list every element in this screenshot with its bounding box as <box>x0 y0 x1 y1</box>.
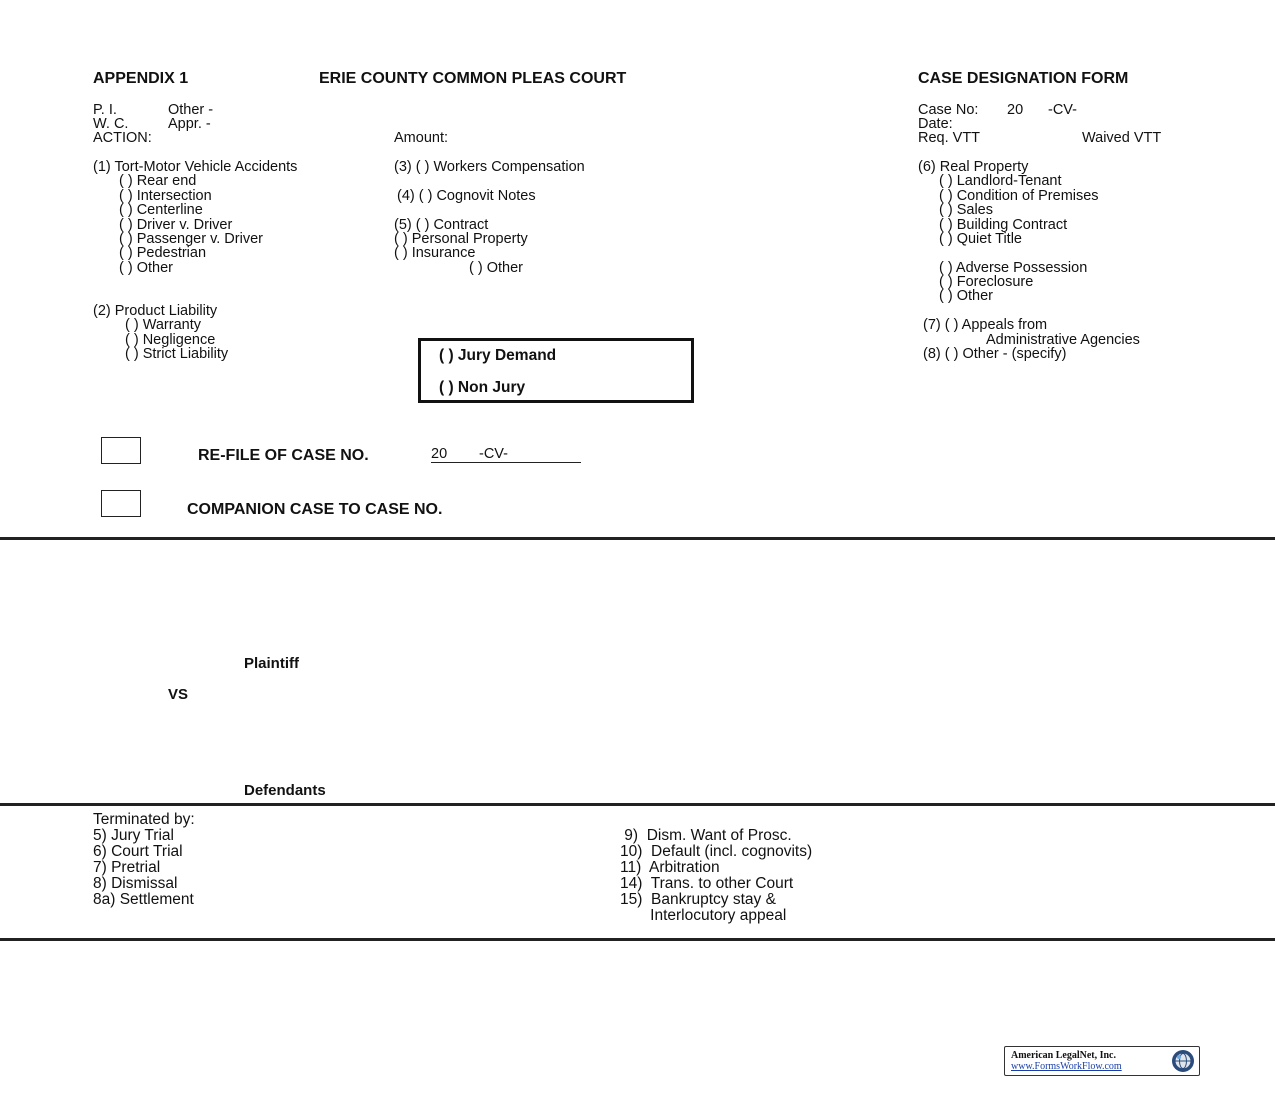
cat1-item[interactable]: ( ) Pedestrian <box>119 245 207 261</box>
cat6-item[interactable]: ( ) Adverse Possession <box>939 260 1088 276</box>
refile-cv: -CV- <box>479 447 581 463</box>
refile-year: 20 <box>431 447 479 463</box>
divider <box>0 803 1275 806</box>
cat1-item[interactable]: ( ) Rear end <box>119 173 197 189</box>
cat2-item[interactable]: ( ) Warranty <box>125 317 201 333</box>
plaintiff-label: Plaintiff <box>244 655 299 672</box>
cat6-item[interactable]: ( ) Quiet Title <box>939 231 1022 247</box>
jury-demand-option[interactable]: ( ) Jury Demand <box>439 347 557 364</box>
termination-option: 7) Pretrial <box>93 859 161 876</box>
cat5-heading[interactable]: (5) ( ) Contract <box>394 217 489 233</box>
cat5-item[interactable]: ( ) Insurance <box>394 245 476 261</box>
appr-label: Appr. - <box>168 116 211 132</box>
case-no-year: 20 <box>1007 102 1024 118</box>
cat7-continuation: Administrative Agencies <box>986 332 1140 348</box>
jury-selection-box <box>418 338 694 403</box>
termination-option: 5) Jury Trial <box>93 827 174 844</box>
cat5-item[interactable]: ( ) Personal Property <box>394 231 528 247</box>
defendants-label: Defendants <box>244 782 326 799</box>
date-label: Date: <box>918 116 953 132</box>
cat8-heading[interactable]: (8) ( ) Other - (specify) <box>923 346 1067 362</box>
cat2-heading: (2) Product Liability <box>93 303 218 319</box>
req-vtt-label: Req. VTT <box>918 130 981 146</box>
cat1-heading: (1) Tort-Motor Vehicle Accidents <box>93 159 298 175</box>
pi-label: P. I. <box>93 102 117 118</box>
waived-vtt-label: Waived VTT <box>1082 130 1162 146</box>
amount-label: Amount: <box>394 130 448 146</box>
vs-label: VS <box>168 686 189 703</box>
companion-label: COMPANION CASE TO CASE NO. <box>187 501 443 518</box>
cat6-item[interactable]: ( ) Other <box>939 288 993 304</box>
cat5-other[interactable]: ( ) Other <box>469 260 523 276</box>
refile-case-number[interactable] <box>431 447 581 463</box>
court-title: ERIE COUNTY COMMON PLEAS COURT <box>319 70 627 87</box>
non-jury-option[interactable]: ( ) Non Jury <box>439 379 526 396</box>
cat4-heading[interactable]: (4) ( ) Cognovit Notes <box>397 188 536 204</box>
cat6-item[interactable]: ( ) Landlord-Tenant <box>939 173 1062 189</box>
case-no-cv: -CV- <box>1048 102 1077 118</box>
appendix-label: APPENDIX 1 <box>93 70 189 87</box>
termination-option: 14) Trans. to other Court <box>620 875 794 892</box>
cat1-item[interactable]: ( ) Intersection <box>119 188 212 204</box>
companion-checkbox[interactable] <box>101 490 141 517</box>
refile-checkbox[interactable] <box>101 437 141 464</box>
terminated-label: Terminated by: <box>93 811 195 828</box>
other-label: Other - <box>168 102 214 118</box>
case-no-label: Case No: <box>918 102 979 118</box>
cat6-item[interactable]: ( ) Sales <box>939 202 993 218</box>
logo-company: American LegalNet, Inc. <box>1011 1050 1116 1061</box>
cat2-item[interactable]: ( ) Negligence <box>125 332 216 348</box>
globe-icon <box>1170 1048 1196 1074</box>
cat6-heading: (6) Real Property <box>918 159 1029 175</box>
termination-option: 8a) Settlement <box>93 891 194 908</box>
cat6-item[interactable]: ( ) Building Contract <box>939 217 1068 233</box>
divider <box>0 938 1275 941</box>
divider <box>0 537 1275 540</box>
cat3-heading[interactable]: (3) ( ) Workers Compensation <box>394 159 585 175</box>
termination-option: 15) Bankruptcy stay & <box>620 891 776 908</box>
wc-label: W. C. <box>93 116 129 132</box>
termination-option: 8) Dismissal <box>93 875 178 892</box>
refile-label: RE-FILE OF CASE NO. <box>198 447 369 464</box>
cat1-item[interactable]: ( ) Other <box>119 260 173 276</box>
termination-option: Interlocutory appeal <box>620 907 787 924</box>
form-title: CASE DESIGNATION FORM <box>918 70 1129 87</box>
termination-option: 6) Court Trial <box>93 843 183 860</box>
cat1-item[interactable]: ( ) Passenger v. Driver <box>119 231 263 247</box>
cat2-item[interactable]: ( ) Strict Liability <box>125 346 229 362</box>
cat1-item[interactable]: ( ) Centerline <box>119 202 203 218</box>
cat1-item[interactable]: ( ) Driver v. Driver <box>119 217 233 233</box>
cat6-item[interactable]: ( ) Condition of Premises <box>939 188 1099 204</box>
logo-url[interactable]: www.FormsWorkFlow.com <box>1011 1061 1122 1072</box>
termination-option: 11) Arbitration <box>620 859 720 876</box>
cat6-item[interactable]: ( ) Foreclosure <box>939 274 1034 290</box>
action-label: ACTION: <box>93 130 152 146</box>
termination-option: 9) Dism. Want of Prosc. <box>620 827 792 844</box>
cat7-heading[interactable]: (7) ( ) Appeals from <box>923 317 1048 333</box>
american-legalnet-logo[interactable] <box>1004 1046 1200 1076</box>
termination-option: 10) Default (incl. cognovits) <box>620 843 813 860</box>
